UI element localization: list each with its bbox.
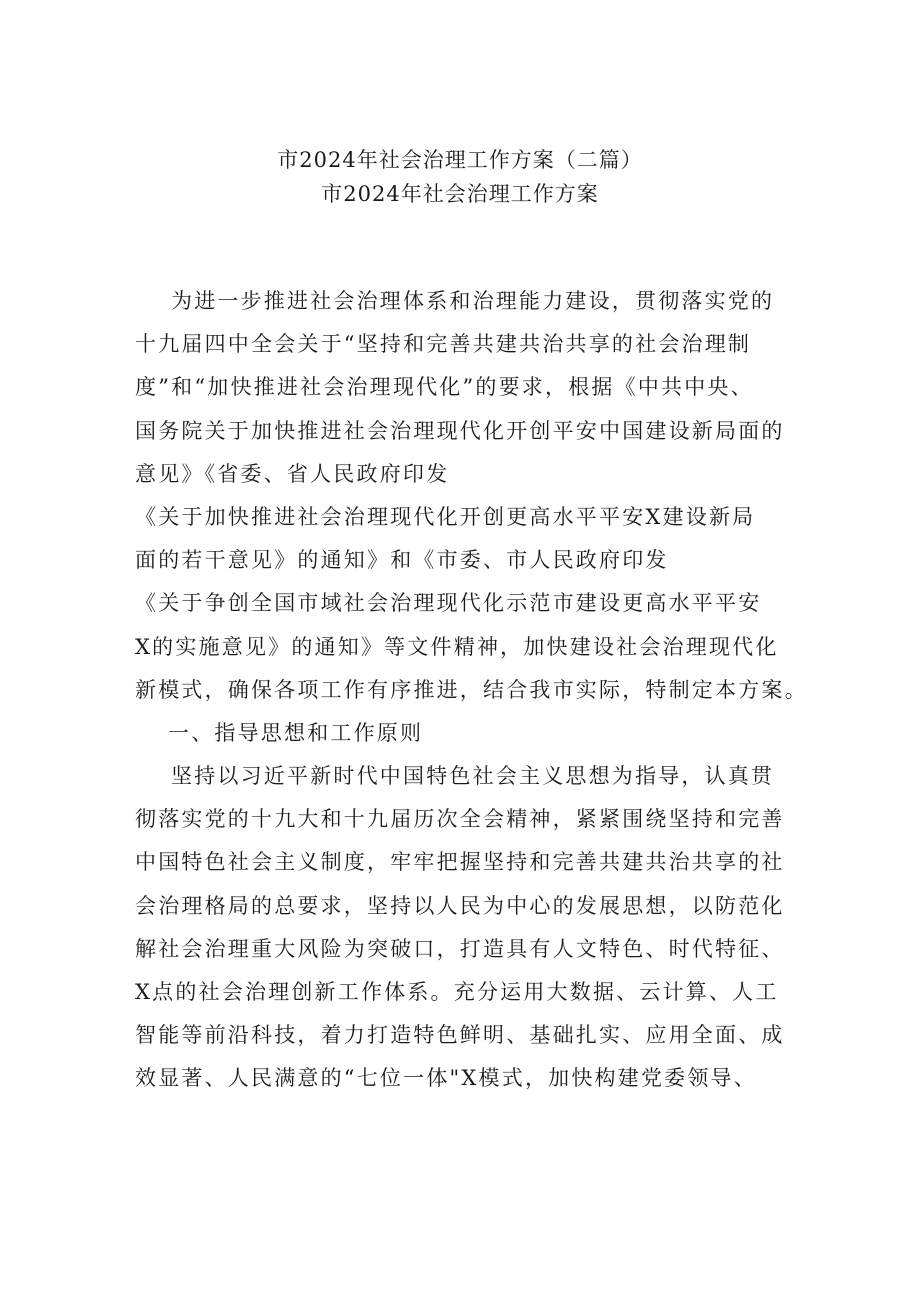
paragraph-1-line-7: 面的若干意见》的通知》和《市委、市人民政府印发 bbox=[135, 548, 669, 573]
paragraph-2-line-4: 会治理格局的总要求，坚持以人民为中心的发展思想，以防范化 bbox=[135, 893, 785, 918]
section-heading: 一、指导思想和工作原则 bbox=[168, 720, 424, 745]
paragraph-1-line-2: 十九届四中全会关于“坚持和完善共建共治共享的社会治理制 bbox=[135, 332, 752, 357]
document-title bbox=[0, 143, 920, 211]
title-line-2: 市2024年社会治理工作方案 bbox=[321, 182, 599, 206]
paragraph-1-line-8: 《关于争创全国市域社会治理现代化示范市建设更高水平平安 bbox=[135, 591, 762, 616]
paragraph-1-line-4: 国务院关于加快推进社会治理现代化开创平安中国建设新局面的 bbox=[135, 418, 785, 443]
paragraph-1-line-3: 度”和“加快推进社会治理现代化”的要求，根据《中共中央、 bbox=[135, 375, 754, 400]
paragraph-1-line-6: 《关于加快推进社会治理现代化开创更高水平平安X建设新局 bbox=[135, 504, 756, 529]
paragraph-2-line-6: X点的社会治理创新工作体系。充分运用大数据、云计算、人工 bbox=[135, 980, 779, 1004]
document-body bbox=[135, 280, 808, 1101]
paragraph-1-line-5: 意见》《省委、省人民政府印发 bbox=[135, 461, 450, 486]
paragraph-2-line-5: 解社会治理重大风险为突破口，打造具有人文特色、时代特征、 bbox=[135, 936, 785, 961]
paragraph-1-line-10: 新模式，确保各项工作有序推进，结合我市实际，特制定本方案。 bbox=[135, 677, 808, 702]
paragraph-2-line-7: 智能等前沿科技，着力打造特色鲜明、基础扎实、应用全面、成 bbox=[135, 1023, 785, 1048]
paragraph-2-line-2: 彻落实党的十九大和十九届历次全会精神，紧紧围绕坚持和完善 bbox=[135, 807, 785, 832]
paragraph-2-line-3: 中国特色社会主义制度，牢牢把握坚持和完善共建共治共享的社 bbox=[135, 850, 785, 875]
title-line-1: 市2024年社会治理工作方案（二篇） bbox=[277, 148, 643, 172]
paragraph-2-line-1: 坚持以习近平新时代中国特色社会主义思想为指导，认真贯 bbox=[171, 764, 775, 789]
paragraph-1-line-9: X的实施意见》的通知》等文件精神，加快建设社会治理现代化 bbox=[135, 634, 779, 659]
paragraph-1-line-1: 为进一步推进社会治理体系和治理能力建设，贯彻落实党的 bbox=[171, 289, 775, 313]
paragraph-2-line-8: 效显著、人民满意的“七位一体"X模式，加快构建党委领导、 bbox=[135, 1066, 757, 1091]
